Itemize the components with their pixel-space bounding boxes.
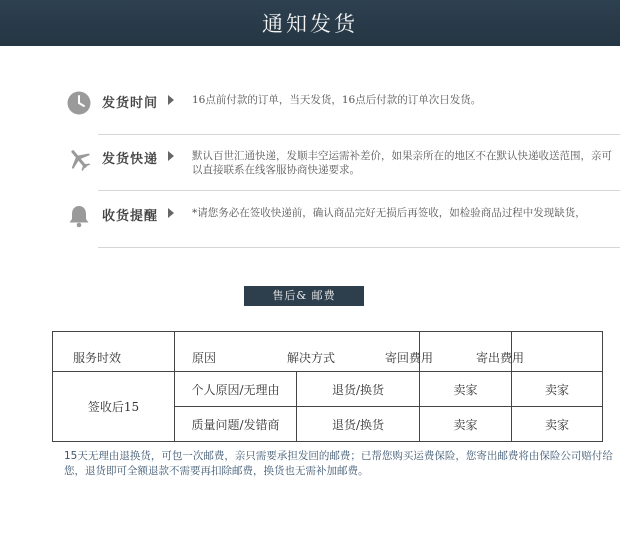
shipping-time-label: 发货时间 xyxy=(102,96,159,111)
return-fee-cell: 卖家 xyxy=(420,407,512,442)
ship-fee-cell: 卖家 xyxy=(512,372,603,407)
receipt-reminder-text: *请您务必在签收快递前，确认商品完好无损后再签收，如检验商品过程中发现缺货， xyxy=(192,207,586,219)
top-banner xyxy=(0,0,620,46)
courier-text: 默认百世汇通快递，发顺丰空运需补差价，如果亲所在的地区不在默认快递收送范围，亲可以直接联系在线客服协商快递要求。 xyxy=(192,150,612,176)
after-sales-table xyxy=(52,331,603,442)
header-reason: 原因 xyxy=(192,351,217,365)
table-header-row xyxy=(53,332,603,372)
chevron-right-icon xyxy=(168,208,174,218)
table-row xyxy=(53,372,603,407)
chevron-right-icon xyxy=(168,151,174,161)
chevron-right-icon xyxy=(168,95,174,105)
table-header-cell xyxy=(53,332,175,372)
header-return-fee: 寄回费用 xyxy=(385,351,434,365)
reason-cell: 质量问题/发错商 xyxy=(175,407,297,442)
table-header-cell xyxy=(476,332,603,372)
receipt-reminder-label: 收货提醒 xyxy=(102,209,159,224)
return-fee-cell: 卖家 xyxy=(420,372,512,407)
courier-row xyxy=(66,146,620,186)
courier-label: 发货快递 xyxy=(102,152,159,167)
after-sales-heading: 售后& 邮费 xyxy=(244,286,364,306)
receipt-reminder-row xyxy=(66,203,620,243)
postage-note: 15天无理由退换货，可包一次邮费，亲只需要承担发回的邮费；已帮您购买运费保险，您寄出邮费将由保险公司赔付给您，退货即可全额退款不需要再扣除邮费，换货也无需补加邮费。 xyxy=(64,450,613,477)
divider xyxy=(98,247,620,248)
header-solution: 解决方式 xyxy=(287,351,336,365)
solution-cell: 退货/换货 xyxy=(297,372,420,407)
period-cell: 签收后15 xyxy=(53,372,175,442)
header-service-period: 服务时效 xyxy=(73,351,122,365)
banner-title: 通知发货 xyxy=(262,12,358,36)
solution-cell: 退货/换货 xyxy=(297,407,420,442)
shipping-time-text: 16点前付款的订单，当天发货，16点后付款的订单次日发货。 xyxy=(192,94,482,106)
header-ship-fee: 寄出费用 xyxy=(476,351,525,365)
ship-fee-cell: 卖家 xyxy=(512,407,603,442)
table-header-cell xyxy=(175,332,420,372)
bell-icon xyxy=(66,203,92,229)
airplane-icon xyxy=(66,146,92,172)
reason-cell: 个人原因/无理由 xyxy=(175,372,297,407)
shipping-time-row xyxy=(66,90,620,130)
clock-icon xyxy=(66,90,92,116)
divider xyxy=(98,134,620,135)
divider xyxy=(98,190,620,191)
